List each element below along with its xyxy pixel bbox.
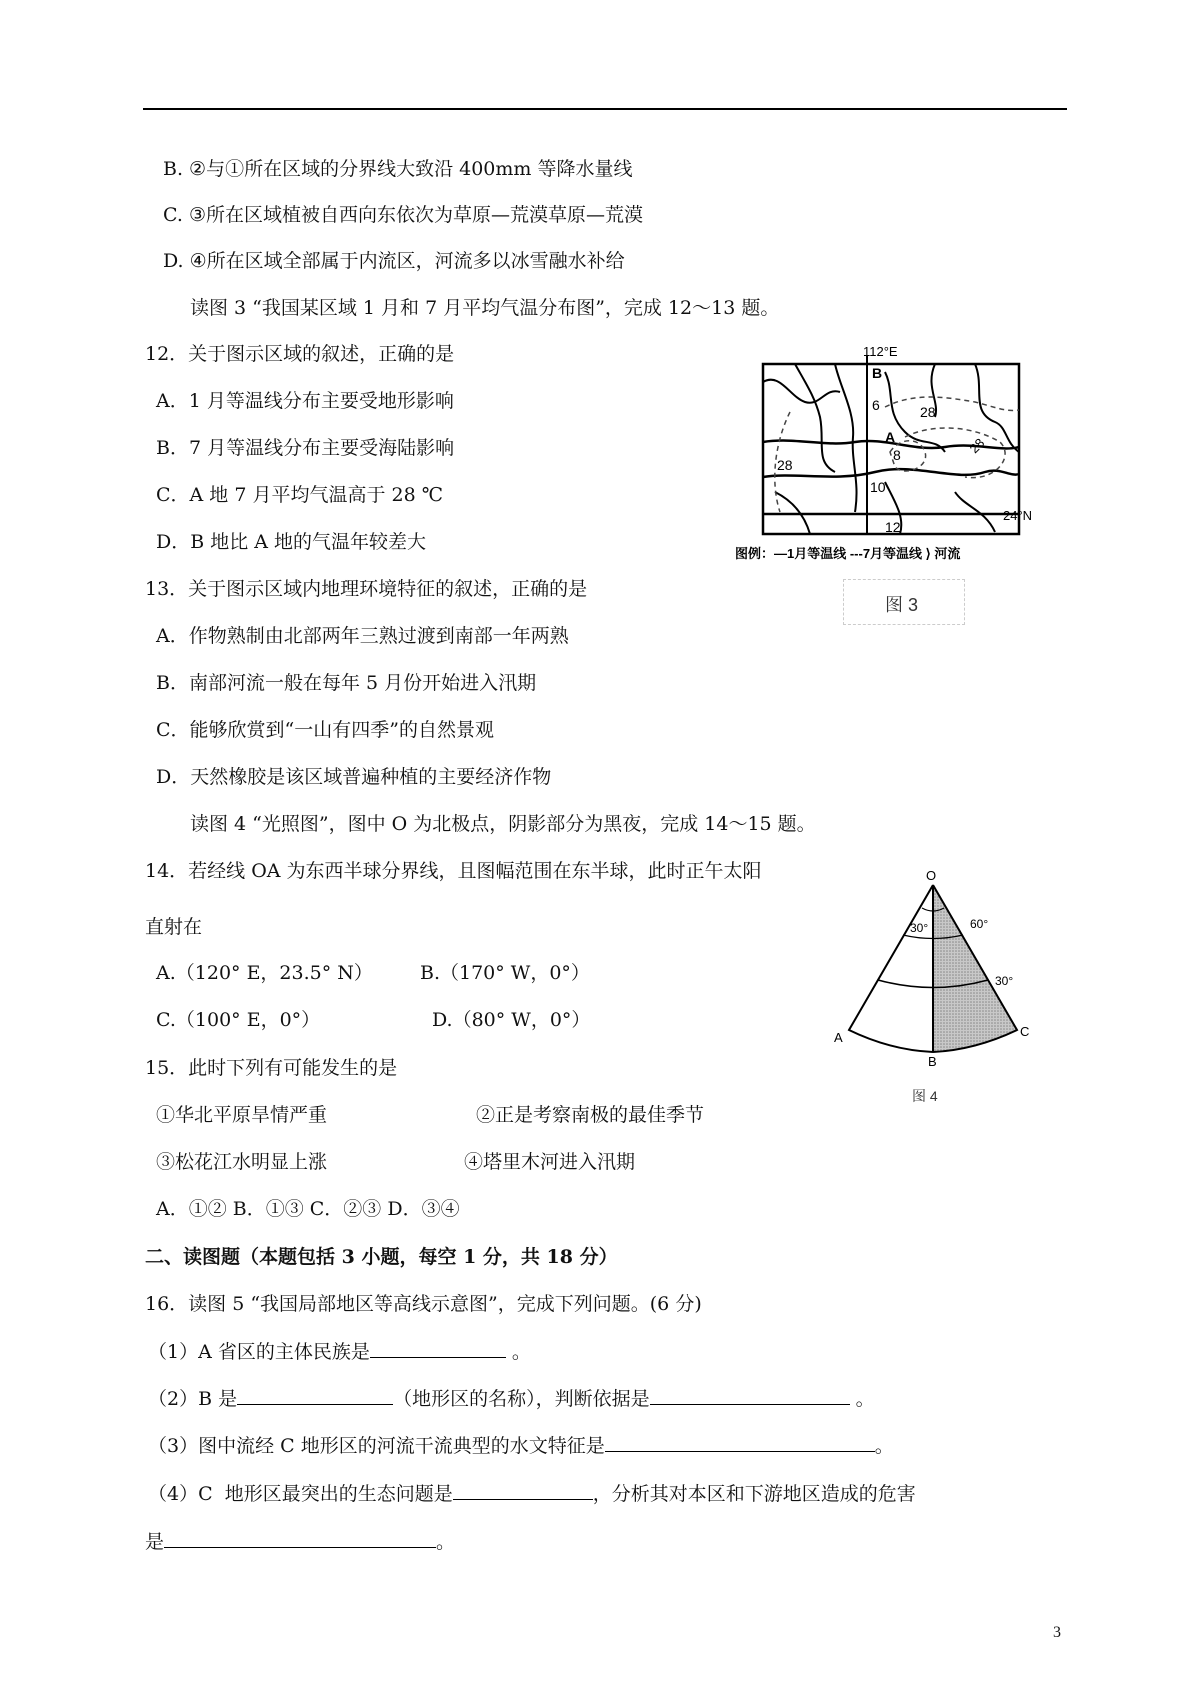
- q16-sub1: （1）A 省区的主体民族是 。: [148, 1341, 531, 1363]
- q13-stem: 13．关于图示区域内地理环境特征的叙述，正确的是: [145, 578, 588, 600]
- q13-option-a: A．作物熟制由北部两年三熟过渡到南部一年两熟: [156, 625, 569, 647]
- q12-option-b: B．7 月等温线分布主要受海陆影响: [156, 437, 455, 459]
- q15-item-1: ①华北平原旱情严重: [156, 1104, 328, 1126]
- q12-option-c: C．A 地 7 月平均气温高于 28 ℃: [156, 484, 443, 506]
- answer-blank[interactable]: [453, 1481, 593, 1500]
- q11-option-d: D. ④所在区域全部属于内流区，河流多以冰雪融水补给: [163, 250, 625, 272]
- q13-option-c: C．能够欣赏到“一山有四季”的自然景观: [156, 719, 494, 741]
- q14-stem-cont: 直射在: [145, 916, 203, 938]
- fig3-label-24n: 24°N: [1003, 508, 1033, 523]
- fig3-label-8: 8: [893, 447, 901, 463]
- figure-3-isotherm-map: [735, 342, 1055, 572]
- answer-blank[interactable]: [164, 1529, 436, 1548]
- answer-blank[interactable]: [370, 1339, 506, 1358]
- fig3-label-28-left: 28: [777, 457, 793, 473]
- q15-item-2: ②正是考察南极的最佳季节: [476, 1104, 705, 1126]
- fig4-label-60: 60°: [970, 917, 989, 931]
- q13-option-b: B．南部河流一般在每年 5 月份开始进入汛期: [156, 672, 537, 694]
- q12-stem: 12．关于图示区域的叙述，正确的是: [145, 343, 455, 365]
- fig4-label-b: B: [928, 1054, 937, 1069]
- q11-option-b: B. ②与①所在区域的分界线大致沿 400mm 等降水量线: [163, 158, 633, 180]
- answer-blank[interactable]: [650, 1386, 850, 1405]
- q15-options: A．①② B．①③ C．②③ D．③④: [156, 1198, 460, 1220]
- figure-3-caption: 图 3: [885, 595, 919, 615]
- answer-blank[interactable]: [237, 1386, 393, 1405]
- fig3-instruction: 读图 3 “我国某区域 1 月和 7 月平均气温分布图”，完成 12～13 题。: [190, 297, 780, 319]
- fig3-label-6: 6: [872, 397, 880, 413]
- fig4-label-a: A: [834, 1030, 843, 1045]
- figure-4-caption: 图 4: [912, 1088, 938, 1104]
- fig3-label-28-top: 28: [920, 404, 936, 420]
- q16-sub2: （2）B 是 （地形区的名称），判断依据是 。: [148, 1388, 875, 1410]
- q14-option-a: A.（120° E，23.5° N）: [156, 962, 373, 984]
- q13-option-d: D．天然橡胶是该区域普遍种植的主要经济作物: [156, 766, 552, 788]
- q16-sub3: （3）图中流经 C 地形区的河流干流典型的水文特征是 。: [148, 1435, 894, 1457]
- answer-blank[interactable]: [605, 1433, 875, 1452]
- figure-4-svg: [820, 860, 1050, 1069]
- section-2-heading: 二、读图题（本题包括 3 小题，每空 1 分，共 18 分）: [145, 1246, 618, 1268]
- figure-4-illumination-diagram: [820, 860, 1050, 1069]
- fig4-label-o: O: [926, 868, 937, 883]
- fig3-label-b: B: [872, 365, 883, 381]
- q16-sub4: （4）C 地形区最突出的生态问题是 ，分析其对本区和下游地区造成的危害: [148, 1483, 916, 1505]
- q14-option-d: D.（80° W，0°）: [432, 1009, 591, 1031]
- page-number: 3: [1053, 1624, 1061, 1641]
- figure-3-svg: [735, 342, 1055, 572]
- fig3-label-112e: 112°E: [863, 344, 898, 359]
- fig3-label-10: 10: [870, 479, 886, 495]
- q14-option-b: B.（170° W，0°）: [420, 962, 590, 984]
- q12-option-a: A．1 月等温线分布主要受地形影响: [156, 390, 454, 412]
- fig3-label-28-right: 28: [966, 435, 988, 457]
- fig4-instruction: 读图 4 “光照图”，图中 O 为北极点，阴影部分为黑夜，完成 14～15 题。: [190, 813, 816, 835]
- fig3-label-a: A: [885, 429, 896, 445]
- q14-stem: 14．若经线 OA 为东西半球分界线，且图幅范围在东半球，此时正午太阳: [145, 860, 762, 882]
- fig4-label-30-outer: 30°: [995, 974, 1014, 988]
- q16-stem: 16．读图 5 “我国局部地区等高线示意图”，完成下列问题。(6 分): [145, 1293, 702, 1315]
- q14-option-c: C.（100° E，0°）: [156, 1009, 321, 1031]
- fig3-legend: 图例：—1月等温线 ---7月等温线 ⟩ 河流: [735, 546, 961, 561]
- fig4-label-c: C: [1020, 1024, 1030, 1039]
- q12-option-d: D．B 地比 A 地的气温年较差大: [156, 531, 427, 553]
- fig3-label-12: 12: [885, 519, 901, 535]
- q15-item-3: ③松花江水明显上涨: [156, 1151, 328, 1173]
- q15-stem: 15．此时下列有可能发生的是: [145, 1057, 398, 1079]
- header-rule: [143, 108, 1067, 110]
- q15-item-4: ④塔里木河进入汛期: [464, 1151, 636, 1173]
- q16-sub4-cont: 是 。: [145, 1531, 456, 1553]
- q11-option-c: C. ③所在区域植被自西向东依次为草原—荒漠草原—荒漠: [163, 204, 643, 226]
- fig4-label-30-inner: 30°: [910, 921, 929, 935]
